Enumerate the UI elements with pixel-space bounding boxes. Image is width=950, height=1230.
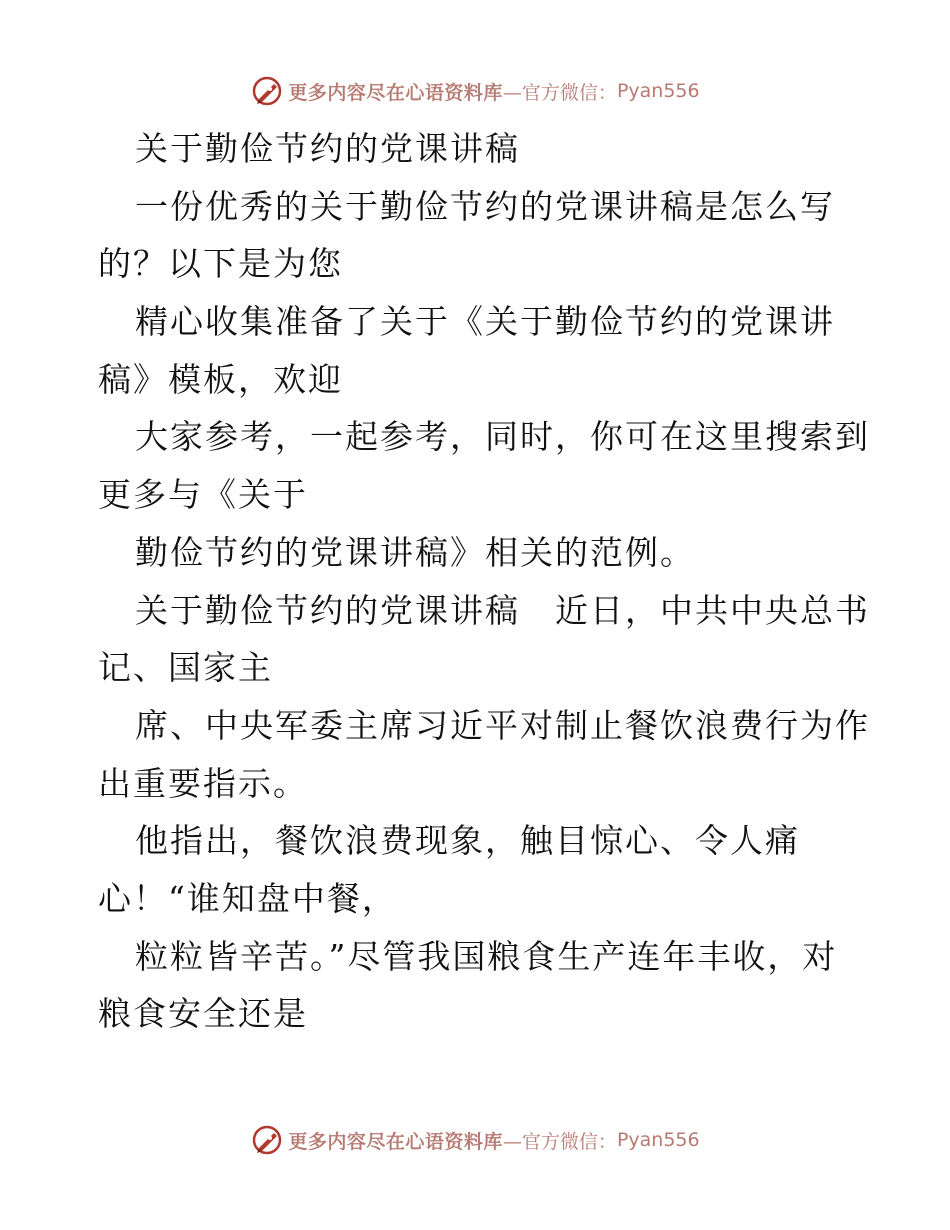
text-line: 更多与《关于: [98, 475, 308, 515]
text-line: 席、中央军委主席习近平对制止餐饮浪费行为作: [135, 705, 870, 745]
watermark-account: Pyan556: [616, 80, 700, 102]
text-line: 粒粒皆辛苦。”尽管我国粮食生产连年丰收，对: [135, 936, 838, 976]
pen-logo-icon: [250, 1123, 284, 1157]
text-line: 出重要指示。: [98, 763, 308, 803]
header-watermark: [0, 71, 950, 111]
pen-logo-icon: [250, 74, 284, 108]
text-line: 记、国家主: [98, 648, 273, 688]
text-line: 精心收集准备了关于《关于勤俭节约的党课讲: [135, 302, 835, 342]
text-line: 勤俭节约的党课讲稿》相关的范例。: [135, 532, 695, 572]
text-line: 一份优秀的关于勤俭节约的党课讲稿是怎么写: [135, 186, 835, 226]
watermark-separator: —官方微信：: [502, 81, 617, 104]
watermark-title: 更多内容尽在心语资料库: [288, 1130, 503, 1153]
text-line: 的？以下是为您: [98, 244, 343, 284]
text-line: 稿》模板，欢迎: [98, 359, 343, 399]
text-line: 心！“谁知盘中餐，: [98, 878, 397, 918]
watermark-account: Pyan556: [616, 1129, 700, 1151]
text-line: 他指出，餐饮浪费现象，触目惊心、令人痛: [135, 821, 800, 861]
footer-watermark: [0, 1120, 950, 1160]
watermark-separator: —官方微信：: [502, 1130, 617, 1153]
text-line: 粮食安全还是: [98, 994, 308, 1034]
text-line: 关于勤俭节约的党课讲稿: [135, 129, 520, 168]
text-line: 大家参考，一起参考，同时，你可在这里搜索到: [135, 417, 870, 457]
document-body: [98, 120, 870, 1043]
watermark-title: 更多内容尽在心语资料库: [288, 81, 503, 104]
text-line: 关于勤俭节约的党课讲稿 近日，中共中央总书: [135, 590, 870, 630]
